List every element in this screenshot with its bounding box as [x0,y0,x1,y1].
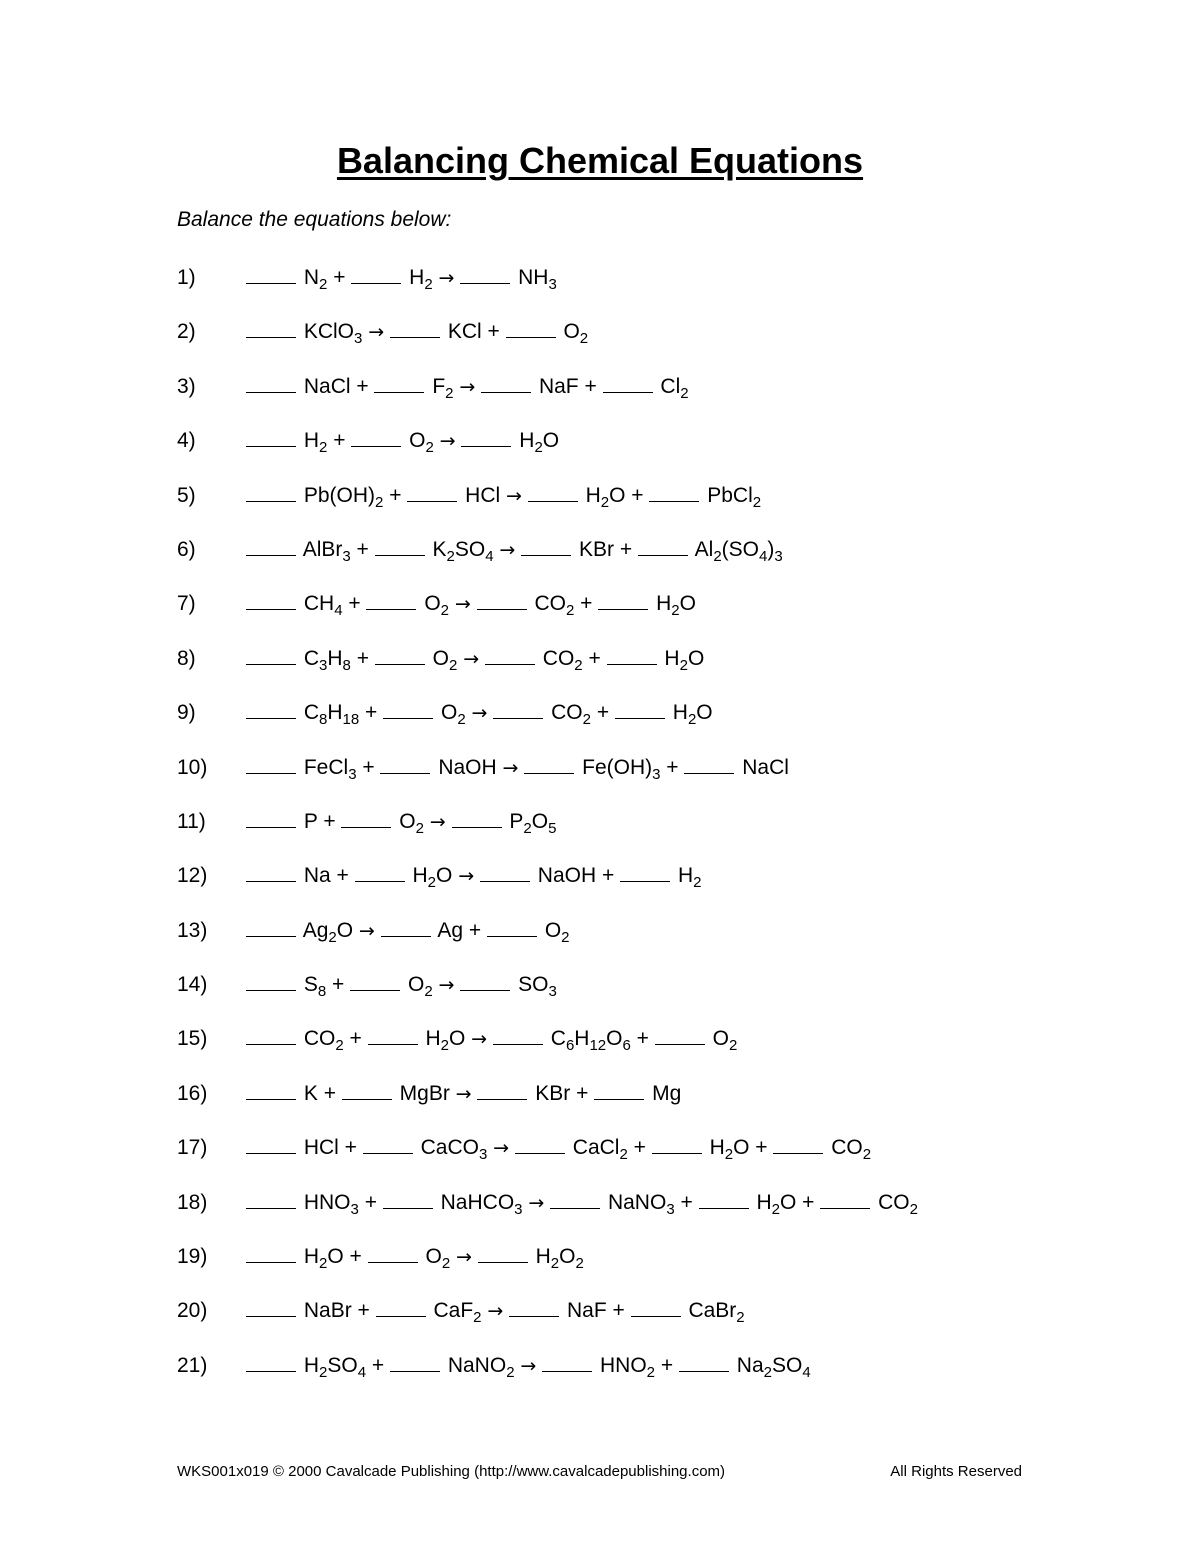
chemical-formula: KClO$_3$ [303,320,363,348]
chemical-formula: $Cl_2$ [660,374,689,402]
chemical-formula: $S_8$ [303,973,327,1001]
coefficient-blank[interactable] [598,591,648,610]
chemical-formula: $H_2$ [677,864,702,892]
problem-number: 7) [177,592,196,616]
problem-number: 1) [177,266,196,289]
problem-number: 4) [177,429,196,453]
subscript: 3 [478,1146,488,1164]
equation: FeCl$_3$ + NaOH → $Fe(OH)_3$ + NaCl [246,754,789,782]
chemical-formula: $O_2$ [441,701,466,729]
equation: $H_2SO_4$ + NaNO$_2$ → $HNO_2 + Na_2SO_4$ [246,1352,811,1380]
subscript: 2 [574,656,583,674]
coefficient-blank[interactable] [380,755,430,774]
chemical-formula: $H_2O$ [656,592,696,620]
chemical-formula: NaF [538,374,579,398]
coefficient-blank[interactable] [246,1190,296,1209]
subscript: 2 [582,711,591,729]
coefficient-blank[interactable] [375,537,425,556]
subscript: 2 [724,1146,734,1164]
subscript: 2 [728,1037,738,1055]
subscript: 2 [565,602,575,620]
problem-number: 9) [177,701,196,725]
subscript: 4 [485,547,494,565]
coefficient-blank[interactable] [550,1190,600,1209]
chemical-formula: K [303,1081,318,1105]
coefficient-blank[interactable] [376,1298,426,1317]
subscript: 2 [319,276,328,293]
problem-number: 18) [177,1190,208,1214]
subscript: 3 [319,656,328,674]
coefficient-blank[interactable] [381,918,431,937]
subscript: 2 [319,1363,328,1381]
reaction-arrow-icon: → [358,919,375,942]
coefficient-blank[interactable] [390,1353,440,1372]
reaction-arrow-icon: → [520,1354,537,1377]
subscript: 2 [440,602,449,620]
subscript: 3 [342,547,351,565]
chemical-formula: NaOH [537,864,597,888]
coefficient-blank[interactable] [649,483,699,502]
chemical-formula: $SO_3$ [518,973,557,1001]
subscript: 5 [548,819,557,837]
chemical-formula: $O_2$ [399,809,424,837]
chemical-formula: $H_2O$ [709,1136,750,1164]
subscript: 2 [619,1146,628,1164]
equation: $Na + H_2O$ → NaOH + $H_2$ [246,862,701,890]
subscript: 2 [687,711,697,729]
problem-number: 14) [177,973,208,997]
chemical-formula: KBr [579,537,615,561]
subscript: 2 [446,547,455,565]
subscript: 2 [679,656,688,674]
chemical-formula: PbCl$_2$ [707,483,762,511]
coefficient-blank[interactable] [509,1298,559,1317]
coefficient-blank[interactable] [515,1135,565,1154]
chemical-formula: NaOH [438,755,497,779]
coefficient-blank[interactable] [620,863,670,882]
coefficient-blank[interactable] [481,374,531,393]
coefficient-blank[interactable] [246,1081,296,1100]
chemical-formula: NaCl [742,755,789,779]
coefficient-blank[interactable] [460,972,510,991]
coefficient-blank[interactable] [363,1135,413,1154]
coefficient-blank[interactable] [246,537,296,556]
chemical-formula: Ag [437,918,464,942]
subscript: 2 [771,1200,780,1218]
chemical-formula: $C_8H_{18}$ [303,701,360,729]
reaction-arrow-icon: → [459,375,476,398]
problem-number: 2) [177,320,196,344]
chemical-formula: $O_2$ [407,973,433,1001]
subscript: 2 [646,1363,655,1381]
reaction-arrow-icon: → [487,1300,504,1323]
coefficient-blank[interactable] [246,319,296,338]
subscript: 2 [440,1037,449,1055]
chemical-formula: $C_3H_8$ [303,646,351,674]
coefficient-blank[interactable] [342,1081,392,1100]
chemical-formula: $CO_2$ [831,1136,872,1164]
coefficient-blank[interactable] [246,483,296,502]
chemical-formula: $CH_4$ [303,592,343,620]
coefficient-blank[interactable] [246,591,296,610]
chemical-formula: $HNO_2$ [599,1353,655,1381]
chemical-formula: $F_2$ [432,374,454,402]
chemical-formula: $H_2O$ [425,1027,466,1055]
chemical-formula: $CO_2$ [534,592,575,620]
chemical-formula: $O_2$ [563,320,589,348]
subscript: 4 [357,1363,367,1381]
chemical-formula: P [303,809,318,833]
coefficient-blank[interactable] [652,1135,702,1154]
coefficient-blank[interactable] [773,1135,823,1154]
chemical-formula: $H_2SO_4$ [303,1353,367,1381]
subscript: 2 [441,1255,451,1273]
subscript: 2 [424,276,433,293]
subscript: 2 [328,928,337,946]
coefficient-blank[interactable] [383,1190,433,1209]
subscript: 2 [445,384,454,402]
subscript: 8 [319,711,328,729]
coefficient-blank[interactable] [246,809,296,828]
chemical-formula: $Ag_2O$ [302,918,354,946]
subscript: 3 [548,983,557,1001]
chemical-formula: Na [303,864,331,888]
chemical-formula: $H_2O$ [672,701,713,729]
chemical-formula: $H_2O$ [519,429,560,457]
coefficient-blank[interactable] [655,1026,705,1045]
chemical-formula: $H_2O$ [412,864,453,892]
chemical-formula: KBr [535,1081,571,1105]
instructions: Balance the equations below: [177,208,452,231]
equation: $N_2 + H_2 \to NH_3$ [246,264,557,292]
subscript: 2 [693,874,702,892]
problem-number: 19) [177,1245,208,1269]
subscript: 2 [680,384,689,402]
coefficient-blank[interactable] [493,1026,543,1045]
reaction-arrow-icon: → [493,1137,510,1160]
coefficient-blank[interactable] [383,700,433,719]
footer-copyright: WKS001x019 © 2000 Cavalcade Publishing (http://www.cavalcadepublishing.com) [177,1463,726,1480]
coefficient-blank[interactable] [452,809,502,828]
problem-number: 17) [177,1136,208,1160]
subscript: 2 [909,1200,918,1218]
coefficient-blank[interactable] [246,265,296,284]
chemical-formula: $CO_2$ [542,646,583,674]
problem-number: 13) [177,918,208,942]
reaction-arrow-icon: → [429,810,446,833]
chemical-formula: $O_2$ [432,646,458,674]
coefficient-blank[interactable] [375,646,425,665]
chemical-formula: $H_2$ [409,266,433,293]
subscript: 3 [514,1200,523,1218]
coefficient-blank[interactable] [351,428,401,447]
chemical-formula: $Al_2(SO_4)_3$ [694,537,783,565]
subscript: 2 [319,1255,328,1273]
coefficient-blank[interactable] [407,483,457,502]
coefficient-blank[interactable] [478,1244,528,1263]
subscript: 6 [622,1037,631,1055]
coefficient-blank[interactable] [461,428,511,447]
coefficient-blank[interactable] [246,646,296,665]
subscript: 2 [335,1037,344,1055]
coefficient-blank[interactable] [603,374,653,393]
coefficient-blank[interactable] [615,700,665,719]
problem-number: 21) [177,1353,208,1377]
subscript: 2 [600,493,610,511]
chemical-formula: NaF [566,1299,607,1323]
chemical-formula: CaCl$_2$ [572,1136,628,1164]
reaction-arrow-icon: → [438,974,455,997]
reaction-arrow-icon: → [455,1082,472,1105]
subscript: 3 [666,1200,675,1218]
equation: $Ag_2O \to Ag + O_2$ [246,917,570,945]
subscript: 2 [763,1363,772,1381]
chemical-formula: CaCO$_3$ [420,1136,488,1164]
subscript: 2 [375,493,384,511]
subscript: 18 [342,711,360,729]
footer-rights: All Rights Reserved [890,1463,1022,1480]
coefficient-blank[interactable] [246,1298,296,1317]
reaction-arrow-icon: → [368,321,385,344]
coefficient-blank[interactable] [631,1298,681,1317]
subscript: 2 [415,819,424,837]
coefficient-blank[interactable] [368,1244,418,1263]
coefficient-blank[interactable] [246,1353,296,1372]
coefficient-blank[interactable] [607,646,657,665]
chemical-formula: HCl [465,483,501,507]
problem-number: 8) [177,646,196,670]
subscript: 2 [319,439,328,457]
equation: $HNO_3$ + NaHCO$_3$ → NaNO$_3$ + $H_2O + CO_2$ [246,1189,918,1217]
problem-number: 15) [177,1027,208,1051]
chemical-formula: HCl [303,1136,339,1160]
subscript: 2 [713,547,722,565]
chemical-formula: CaF$_2$ [433,1299,482,1327]
coefficient-blank[interactable] [390,319,440,338]
chemical-formula: $NH_3$ [518,266,557,293]
subscript: 3 [652,765,661,783]
equation: K + MgBr → KBr + Mg [246,1080,681,1108]
subscript: 3 [774,547,783,565]
problem-number: 6) [177,537,196,561]
subscript: 3 [548,276,557,293]
coefficient-blank[interactable] [246,700,296,719]
equation: NaCl + $F_2$ → NaF + $Cl_2$ [246,373,689,401]
chemical-formula: $O_2$ [425,1245,451,1273]
page-title: Balancing Chemical Equations [336,140,864,181]
equation: $H_2 + O_2 \to H_2O$ [246,427,559,455]
problem-number: 20) [177,1299,208,1323]
coefficient-blank[interactable] [638,537,688,556]
reaction-arrow-icon: → [528,1191,545,1214]
problem-number: 16) [177,1081,208,1105]
subscript: 2 [736,1309,745,1327]
problem-number: 11) [177,809,206,833]
subscript: 2 [579,330,589,348]
chemical-formula: $CO_2$ [303,1027,344,1055]
coefficient-blank[interactable] [524,755,574,774]
subscript: 2 [473,1309,482,1327]
subscript: 4 [759,547,768,565]
equation: $C_3H_8 + O_2 \to CO_2 + H_2O$ [246,645,704,673]
chemical-formula: $H_2O$ [664,646,705,674]
equation: KClO$_3$ → KCl + $O_2$ [246,318,588,346]
reaction-arrow-icon: → [458,865,475,888]
chemical-formula: NaNO$_3$ [607,1190,675,1218]
reaction-arrow-icon: → [463,647,480,670]
chemical-formula: $H_2O$ [756,1190,797,1218]
chemical-formula: CaBr$_2$ [688,1299,745,1327]
coefficient-blank[interactable] [679,1353,729,1372]
subscript: 2 [752,493,762,511]
coefficient-blank[interactable] [521,537,571,556]
coefficient-blank[interactable] [355,863,405,882]
coefficient-blank[interactable] [480,863,530,882]
chemical-formula: NaBr [303,1299,352,1323]
chemical-formula: $H_2O_2$ [535,1245,584,1273]
equation: $S_8 + O_2 \to SO_3$ [246,971,557,999]
chemical-formula: KCl [447,320,482,344]
coefficient-blank[interactable] [699,1190,749,1209]
subscript: 2 [449,656,458,674]
coefficient-blank[interactable] [246,972,296,991]
equation: $P + O_2 \to P_2O_5$ [246,808,556,836]
coefficient-blank[interactable] [506,319,556,338]
subscript: 2 [457,711,466,729]
coefficient-blank[interactable] [477,591,527,610]
reaction-arrow-icon: → [456,1246,472,1269]
equation: AlBr$_3$ + $K_2SO_4$ → KBr + $Al_2(SO_4)_3$ [246,536,783,564]
subscript: 2 [862,1146,872,1164]
chemical-formula: NaHCO$_3$ [440,1190,523,1218]
subscript: 3 [348,765,357,783]
subscript: 2 [427,874,436,892]
subscript: 2 [424,983,433,1001]
coefficient-blank[interactable] [493,700,543,719]
coefficient-blank[interactable] [477,1081,527,1100]
coefficient-blank[interactable] [246,863,296,882]
coefficient-blank[interactable] [487,918,537,937]
coefficient-blank[interactable] [528,483,578,502]
coefficient-blank[interactable] [820,1190,870,1209]
chemical-formula: AlBr$_3$ [302,537,351,565]
chemical-formula: $CO_2$ [878,1190,918,1218]
subscript: 6 [565,1037,575,1055]
chemical-formula: $H_2O$ [303,1245,344,1273]
subscript: 8 [342,656,351,674]
reaction-arrow-icon: → [438,267,455,289]
coefficient-blank[interactable] [246,1026,296,1045]
chemical-formula: $O_2$ [409,429,434,457]
subscript: 2 [425,439,434,457]
chemical-formula: $Pb(OH)_2$ [303,483,384,511]
subscript: 2 [523,819,532,837]
reaction-arrow-icon: → [506,484,522,507]
chemical-formula: FeCl$_3$ [303,755,357,783]
chemical-formula: MgBr [399,1081,450,1105]
equation: $CH_4 + O_2 \to CO_2 + H_2O$ [246,590,696,618]
chemical-formula: $P_2O_5$ [509,809,557,837]
chemical-formula: $Fe(OH)_3$ [582,755,661,783]
chemical-formula: $O_2$ [712,1027,738,1055]
chemical-formula: $K_2SO_4$ [432,537,494,565]
coefficient-blank[interactable] [246,1244,296,1263]
coefficient-blank[interactable] [351,265,401,284]
equation: $H_2O + O_2 \to H_2O_2$ [246,1243,584,1271]
coefficient-blank[interactable] [366,591,416,610]
coefficient-blank[interactable] [542,1353,592,1372]
chemical-formula: $H_2$ [303,429,328,457]
chemical-formula: NaCl [303,374,351,398]
equation: $C_8H_{18} + O_2 \to CO_2 + H_2O$ [246,699,713,727]
problem-number: 10) [177,755,208,779]
coefficient-blank[interactable] [374,374,424,393]
chemical-formula: $O_2$ [544,918,570,946]
subscript: 2 [506,1363,515,1381]
coefficient-blank[interactable] [684,755,734,774]
coefficient-blank[interactable] [246,1135,296,1154]
coefficient-blank[interactable] [246,918,296,937]
problem-number: 12) [177,864,208,888]
subscript: 3 [354,330,363,348]
subscript: 4 [334,602,343,620]
subscript: 2 [575,1255,584,1273]
equation: HCl + CaCO$_3$ → CaCl$_2$ + $H_2O + CO_2$ [246,1134,871,1162]
subscript: 2 [561,928,570,946]
subscript: 2 [671,602,680,620]
chemical-formula: $N_2$ [303,266,328,293]
coefficient-blank[interactable] [460,265,510,284]
subscript: 8 [317,983,327,1001]
chemical-formula: NaNO$_2$ [447,1353,515,1381]
reaction-arrow-icon: → [439,430,456,453]
subscript: 2 [534,439,543,457]
coefficient-blank[interactable] [485,646,535,665]
chemical-formula: Mg [652,1081,682,1105]
problem-number: 3) [177,374,196,398]
subscript: 3 [350,1200,359,1218]
coefficient-blank[interactable] [246,755,296,774]
coefficient-blank[interactable] [368,1026,418,1045]
reaction-arrow-icon: → [471,1028,488,1051]
chemical-formula: $C_6H_{12}O_6$ [550,1027,631,1055]
subscript: 2 [550,1255,560,1273]
chemical-formula: $HNO_3$ [303,1190,359,1218]
reaction-arrow-icon: → [471,702,488,725]
reaction-arrow-icon: → [502,756,519,779]
coefficient-blank[interactable] [350,972,400,991]
coefficient-blank[interactable] [594,1081,644,1100]
chemical-formula: $O_2$ [424,592,449,620]
reaction-arrow-icon: → [454,593,471,616]
coefficient-blank[interactable] [246,374,296,393]
coefficient-blank[interactable] [246,428,296,447]
subscript: 12 [589,1037,607,1055]
subscript: 4 [802,1363,811,1381]
problem-number: 5) [177,483,196,507]
chemical-formula: $H_2O$ [585,483,626,511]
coefficient-blank[interactable] [341,809,391,828]
chemical-formula: $Na_2SO_4$ [736,1353,811,1381]
equation: $CO_2 + H_2O \to C_6H_{12}O_6 + O_2$ [246,1025,737,1053]
equation: $Pb(OH)_2$ + HCl → $H_2O$ + PbCl$_2$ [246,482,761,510]
reaction-arrow-icon: → [499,538,516,561]
equation: NaBr + CaF$_2$ → NaF + CaBr$_2$ [246,1297,745,1325]
chemical-formula: $CO_2$ [551,701,591,729]
